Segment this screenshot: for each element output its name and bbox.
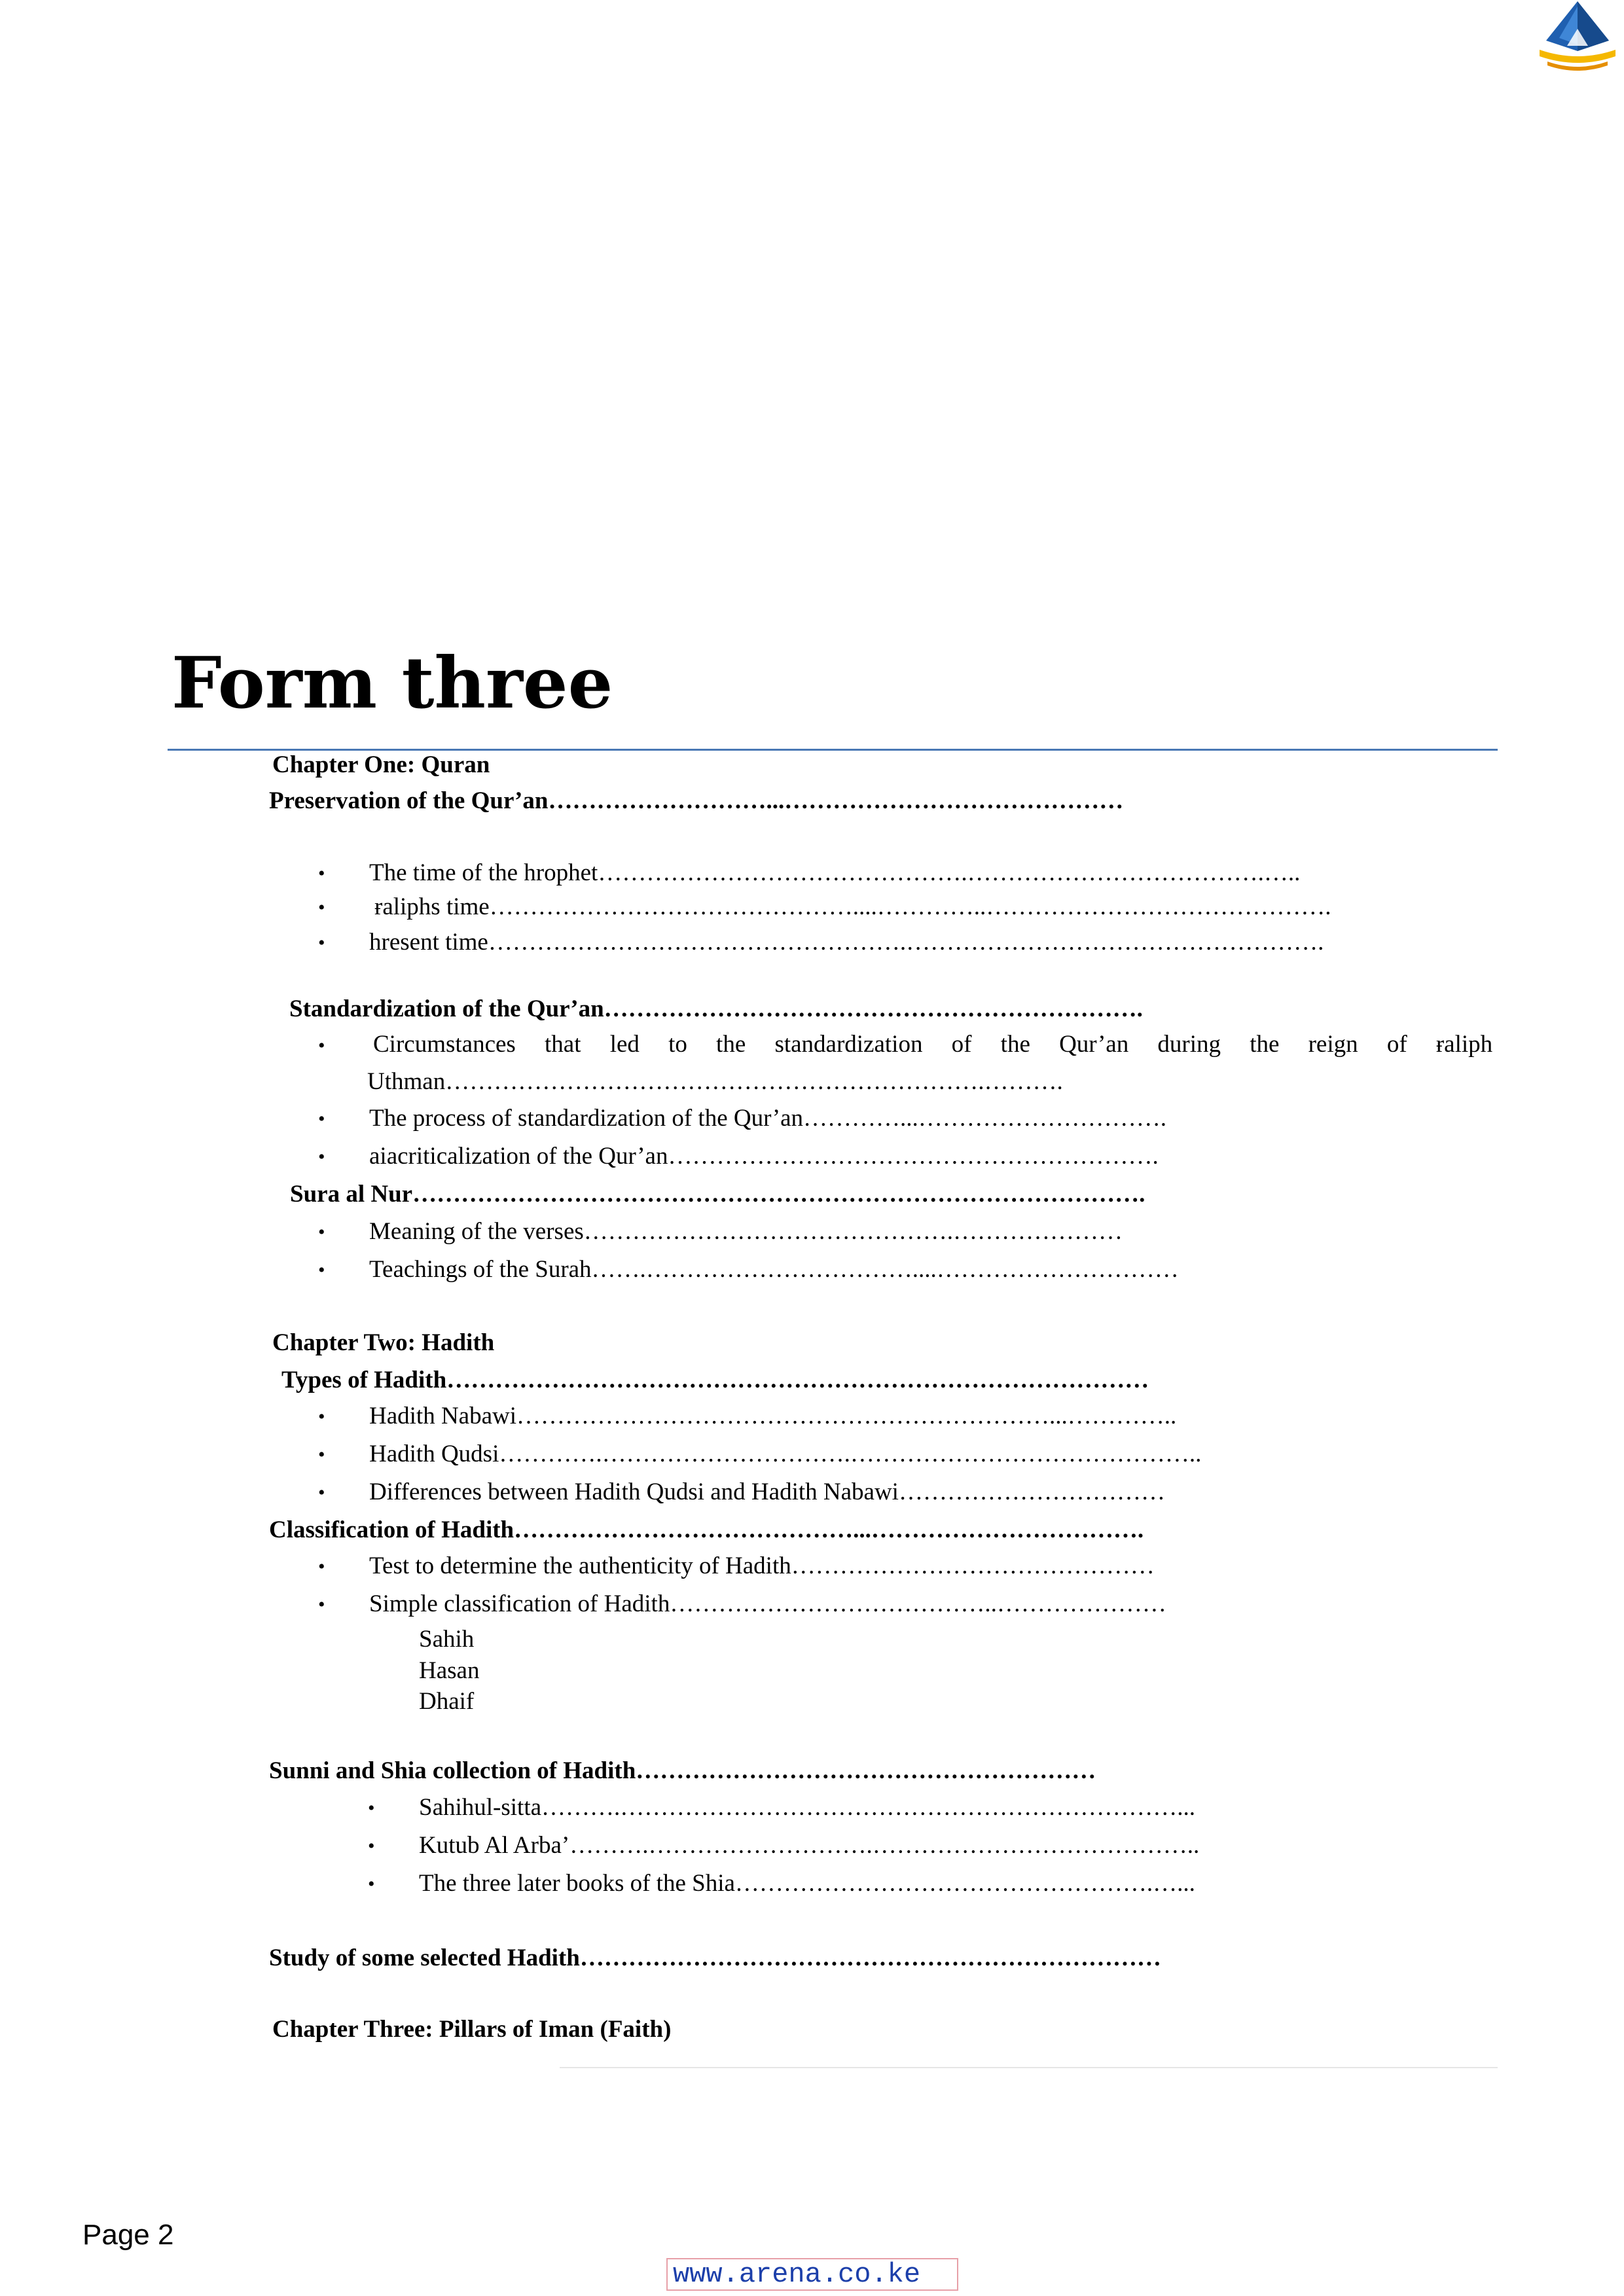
chapter-three-heading: Chapter Three: Pillars of Iman (Faith) [272,2016,672,2043]
sub-item: Hasan [419,1657,480,1684]
bullet-icon: • [318,1146,325,1168]
list-item: Meaning of the verses……………………………………….………………… [369,1218,1123,1245]
list-item: Hadith Qudsi………….………………………….…………………………………….. [369,1441,1202,1467]
preservation-heading: Preservation of the Qur’an………………………...…………………………………… [269,787,1124,814]
sub-item: Dhaif [419,1688,475,1715]
chapter-two-heading: Chapter Two: Hadith [272,1329,495,1356]
bullet-icon: • [368,1873,375,1895]
list-item: ɍaliphs time………………………………………....…………..……………………………………. [374,893,1331,920]
bullet-icon: • [318,1035,325,1056]
bullet-icon: • [368,1797,375,1819]
collection-heading: Sunni and Shia collection of Hadith………………………………………………… [269,1757,1096,1784]
list-item: Teachings of the Surah…….……………………………....………………………… [369,1256,1179,1283]
list-item: Circumstances that led to the standardization of the Qur’an during the reign of ɍaliph [373,1031,1493,1058]
list-item: Sahihul-sitta……….……………………………………………………………... [419,1794,1196,1821]
sub-item: Sahih [419,1626,475,1653]
page-number: Page 2 [82,2219,174,2251]
bullet-icon: • [318,1221,325,1243]
list-item: The process of standardization of the Qur’an…………...…………………………. [369,1105,1167,1132]
bullet-icon: • [318,932,325,954]
classification-heading: Classification of Hadith……………………………………...……………………………. [269,1516,1144,1543]
bullet-icon: • [318,1259,325,1281]
list-item: Test to determine the authenticity of Hadith……………………………………… [369,1552,1155,1579]
list-item: Differences between Hadith Qudsi and Hadith Nabawi…………………………… [369,1479,1165,1505]
bullet-icon: • [318,897,325,918]
bullet-icon: • [318,1444,325,1465]
bullet-icon: • [318,1108,325,1130]
list-item: The time of the hrophet……………………………………….……………………………….….. [369,859,1301,886]
bullet-icon: • [318,863,325,884]
standardization-heading: Standardization of the Qur’an…………………………………………………………. [289,996,1143,1022]
bullet-icon: • [318,1406,325,1427]
footer-url-link[interactable]: www.arena.co.ke [666,2258,958,2291]
list-item: Kutub Al Arba’……….……………………….………………………………….. [419,1832,1200,1859]
bullet-icon: • [318,1594,325,1615]
list-item-continuation: Uthman………………………………………………………….………. [367,1068,1063,1095]
bullet-icon: • [368,1835,375,1857]
list-item: hresent time…………………………………………….……………………………………………. [369,929,1324,956]
page-title: Form three [171,642,613,725]
study-heading: Study of some selected Hadith……………………………………………………………… [269,1945,1161,1971]
bullet-icon: • [318,1556,325,1577]
chapter-one-heading: Chapter One: Quran [272,751,490,778]
list-item: aiacriticalization of the Qur’an……………………………………………………. [369,1143,1159,1170]
logo-icon [1533,0,1622,77]
list-item: The three later books of the Shia…………………………………………….…... [419,1870,1195,1897]
divider [560,2067,1498,2068]
bullet-icon: • [318,1482,325,1503]
list-item: Simple classification of Hadith…………………………………..………………… [369,1590,1166,1617]
types-heading: Types of Hadith…………………………………………………………………………… [281,1367,1149,1393]
list-item: Hadith Nabawi…………………………………………………………...………….. [369,1403,1177,1429]
sura-heading: Sura al Nur………………………………………………………………………………. [290,1181,1146,1208]
